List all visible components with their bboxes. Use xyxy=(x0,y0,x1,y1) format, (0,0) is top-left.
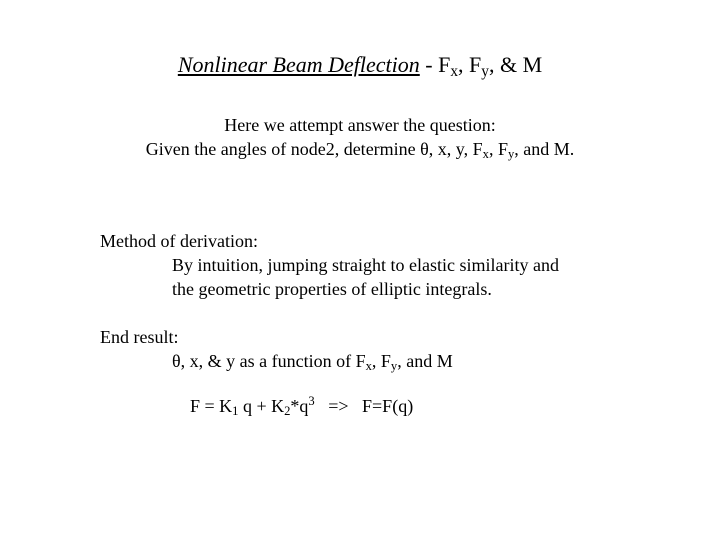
eq-sub-2: 2 xyxy=(284,404,291,419)
result-line-2 xyxy=(172,375,413,438)
method-heading: Method of derivation: xyxy=(100,231,258,251)
title-f2: F xyxy=(469,52,482,77)
intro-line-2-mid: , F xyxy=(488,139,508,159)
eq-sup-3: 3 xyxy=(308,394,315,409)
result-sub-x: x xyxy=(365,359,372,374)
intro-line-2 xyxy=(0,139,720,160)
eq-a: F = K xyxy=(190,396,233,416)
intro-sub-y: y xyxy=(507,147,515,162)
title-rest: , & M xyxy=(489,52,543,77)
result-sub-y: y xyxy=(390,359,398,374)
method-line-1: By intuition, jumping straight to elastic similarity and xyxy=(172,255,559,275)
title-f1: F xyxy=(438,52,451,77)
title-dash: - xyxy=(419,52,439,77)
title-comma: , xyxy=(458,52,470,77)
eq-c: *q xyxy=(290,396,309,416)
intro-line-2-pre: Given the angles of node2, determine θ, x, y, F xyxy=(145,139,483,159)
intro-line-1: Here we attempt answer the question: xyxy=(224,115,496,135)
intro-line-2-post: , and M. xyxy=(514,139,575,159)
eq-sub-1: 1 xyxy=(232,404,239,419)
title-sub-y: y xyxy=(481,62,489,80)
slide-title xyxy=(0,52,720,78)
title-sub-x: x xyxy=(450,62,459,80)
method-line-2: the geometric properties of elliptic integrals. xyxy=(172,279,492,299)
intro-sub-x: x xyxy=(482,147,489,162)
title-main: Nonlinear Beam Deflection xyxy=(177,52,420,77)
result-line-1 xyxy=(172,351,453,372)
result-line-1-post: , and M xyxy=(397,351,453,371)
result-line-1-pre: θ, x, & y as a function of F xyxy=(172,351,366,371)
result-line-1-mid: , F xyxy=(371,351,391,371)
result-heading: End result: xyxy=(100,327,179,347)
eq-d: => F=F(q) xyxy=(314,396,414,416)
eq-b: q + K xyxy=(238,396,285,416)
